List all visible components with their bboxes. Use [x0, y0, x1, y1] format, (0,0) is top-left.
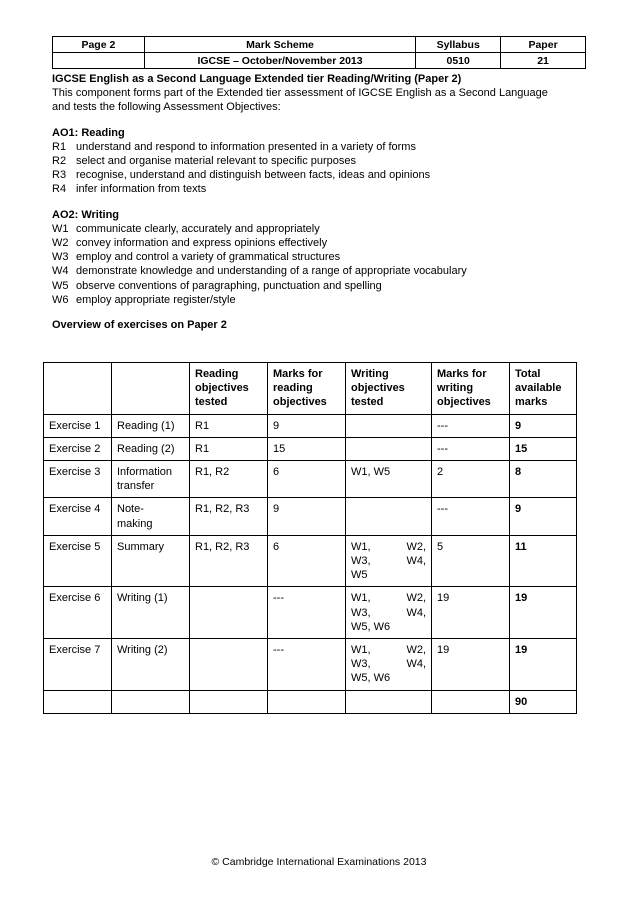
table-row: [44, 639, 577, 691]
header-marks-writing: [432, 363, 510, 415]
exercise-name-line: Note-: [117, 503, 144, 516]
exercise-cell: Exercise 1: [44, 414, 112, 437]
header-reading-objectives: [190, 363, 268, 415]
header-cell-empty: [44, 363, 112, 415]
objective-code: R1: [52, 140, 67, 153]
exercise-name-line: Writing (1): [117, 592, 168, 605]
writing-marks-cell: [432, 690, 510, 713]
total-marks-cell: 19: [510, 587, 577, 639]
writing-objectives-part: W1,: [351, 644, 371, 657]
objective-text: infer information from texts: [76, 183, 207, 196]
reading-objective: [52, 168, 592, 182]
total-marks-cell: 9: [510, 498, 577, 535]
exercise-cell: [44, 690, 112, 713]
writing-objectives-part: W4,: [406, 658, 426, 671]
writing-objectives-cell: [346, 639, 432, 691]
reading-marks-cell: 9: [268, 414, 346, 437]
writing-objectives-cell: [346, 535, 432, 587]
header-total-marks-line: available: [515, 382, 562, 395]
writing-objectives-part: W3,: [351, 555, 371, 568]
exercise-name-cell: [112, 461, 190, 498]
intro-title: IGCSE English as a Second Language Extended tier Reading/Writing (Paper 2): [52, 73, 462, 85]
total-marks-cell: 11: [510, 535, 577, 587]
writing-objective: [52, 264, 592, 278]
reading-objective: [52, 154, 592, 168]
objective-code: W6: [52, 293, 69, 306]
ao1-list: [52, 140, 592, 197]
header-writing-objectives-line: objectives: [351, 382, 405, 395]
writing-objectives-part: W4,: [406, 555, 426, 568]
reading-objective: [52, 182, 592, 196]
exercise-name-cell: [112, 690, 190, 713]
reading-objectives-cell: [190, 639, 268, 691]
overview-header-row: [44, 363, 577, 415]
writing-objectives-part: W3,: [351, 606, 371, 619]
writing-marks-cell: ---: [432, 437, 510, 460]
exercise-cell: Exercise 5: [44, 535, 112, 587]
exercise-name-cell: [112, 639, 190, 691]
writing-objectives-line: [351, 554, 426, 568]
exercise-name-line: Reading (1): [117, 419, 175, 432]
objective-text: understand and respond to information presented in a variety of forms: [76, 140, 416, 153]
reading-objectives-cell: [190, 587, 268, 639]
reading-objectives-cell: R1, R2, R3: [190, 498, 268, 535]
header-cell-empty: [112, 363, 190, 415]
writing-objectives-cell: [346, 437, 432, 460]
overview-title: Overview of exercises on Paper 2: [52, 319, 227, 332]
writing-objectives-cell: [346, 498, 432, 535]
objective-code: W1: [52, 222, 69, 235]
total-marks-cell: 90: [510, 690, 577, 713]
objective-text: communicate clearly, accurately and appropriately: [76, 222, 320, 235]
writing-objectives-part: W3,: [351, 658, 371, 671]
header-marks-reading-line: objectives: [273, 396, 327, 409]
table-row: [44, 535, 577, 587]
writing-objectives-cell: [346, 414, 432, 437]
header-marks-reading: [268, 363, 346, 415]
overview-table: [43, 362, 577, 714]
writing-objective: [52, 236, 592, 250]
exercise-name-line: Summary: [117, 540, 165, 553]
header-marks-writing-line: writing: [437, 382, 474, 395]
header-marks-reading-line: reading: [273, 382, 313, 395]
table-row: [44, 587, 577, 639]
table-row: [44, 498, 577, 535]
header-marks-writing-line: objectives: [437, 396, 491, 409]
header-marks-writing-line: Marks for: [437, 368, 487, 380]
header-empty-cell: [53, 53, 145, 69]
writing-objectives-line: [351, 540, 426, 554]
writing-objectives-line: [351, 606, 426, 620]
ao2-list: [52, 222, 592, 307]
header-reading-objectives-line: Reading: [195, 368, 239, 380]
header-paper: 21: [501, 53, 586, 69]
writing-objectives-part: W2,: [406, 592, 426, 605]
header-total-marks: [510, 363, 577, 415]
objective-text: recognise, understand and distinguish between facts, ideas and opinions: [76, 169, 431, 182]
objective-text: demonstrate knowledge and understanding of a range of appropriate vocabulary: [76, 265, 467, 278]
objective-text: observe conventions of paragraphing, punctuation and spelling: [76, 279, 382, 292]
reading-marks-cell: 15: [268, 437, 346, 460]
objective-code: W2: [52, 237, 69, 250]
writing-objectives-cell: [346, 587, 432, 639]
writing-marks-cell: 19: [432, 587, 510, 639]
reading-marks-cell: ---: [268, 587, 346, 639]
reading-objectives-cell: R1, R2, R3: [190, 535, 268, 587]
exercise-cell: Exercise 4: [44, 498, 112, 535]
header-page: Page 2: [53, 37, 145, 53]
header-syllabus: 0510: [416, 53, 501, 69]
table-row: [44, 461, 577, 498]
writing-objective: [52, 222, 592, 236]
header-total-marks-line: marks: [515, 396, 548, 409]
total-marks-cell: 15: [510, 437, 577, 460]
total-marks-cell: 9: [510, 414, 577, 437]
ao1-title: AO1: Reading: [52, 126, 125, 139]
reading-marks-cell: 6: [268, 461, 346, 498]
exercise-name-cell: [112, 498, 190, 535]
writing-marks-cell: 5: [432, 535, 510, 587]
total-marks-cell: 8: [510, 461, 577, 498]
footer-copyright: © Cambridge International Examinations 2013: [211, 856, 427, 868]
exercise-name-line: Information: [117, 466, 173, 479]
header-writing-objectives: [346, 363, 432, 415]
objective-text: employ and control a variety of grammatical structures: [76, 251, 341, 264]
header-reading-objectives-line: tested: [195, 396, 228, 409]
objective-text: employ appropriate register/style: [76, 293, 236, 306]
exercise-name-cell: [112, 587, 190, 639]
table-row: [44, 690, 577, 713]
writing-objectives-part: W2,: [406, 644, 426, 657]
writing-objectives-part: W2,: [406, 540, 426, 553]
exercise-cell: Exercise 7: [44, 639, 112, 691]
header-reading-objectives-line: objectives: [195, 382, 249, 395]
total-marks-cell: 19: [510, 639, 577, 691]
writing-objectives-part: W1,: [351, 540, 371, 553]
header-mark-scheme: Mark Scheme: [144, 37, 415, 53]
header-total-marks-line: Total: [515, 368, 541, 380]
reading-marks-cell: ---: [268, 639, 346, 691]
exercise-name-cell: [112, 414, 190, 437]
exercise-name-line: Writing (2): [117, 644, 168, 657]
objective-code: W4: [52, 265, 69, 278]
objective-code: W3: [52, 251, 69, 264]
reading-marks-cell: [268, 690, 346, 713]
reading-marks-cell: 6: [268, 535, 346, 587]
writing-objectives-cell: [346, 461, 432, 498]
writing-objectives-line: [351, 657, 426, 671]
writing-objectives-part: W1,: [351, 592, 371, 605]
exercise-cell: Exercise 6: [44, 587, 112, 639]
header-session: IGCSE – October/November 2013: [144, 53, 415, 69]
ao2-title: AO2: Writing: [52, 208, 120, 221]
header-writing-objectives-line: tested: [351, 396, 384, 409]
reading-objective: [52, 140, 592, 154]
writing-objectives-line: W1, W5: [351, 466, 391, 479]
writing-objectives-cell: [346, 690, 432, 713]
writing-marks-cell: 19: [432, 639, 510, 691]
writing-objectives-line: W5, W6: [351, 620, 391, 633]
writing-objective: [52, 279, 592, 293]
header-paper-label: Paper: [501, 37, 586, 53]
writing-objectives-line: [351, 643, 426, 657]
header-writing-objectives-line: Writing: [351, 368, 389, 380]
document-body: [52, 72, 592, 332]
exercise-cell: Exercise 2: [44, 437, 112, 460]
objective-text: select and organise material relevant to specific purposes: [76, 155, 357, 168]
exercise-name-cell: [112, 437, 190, 460]
exercise-cell: Exercise 3: [44, 461, 112, 498]
reading-marks-cell: 9: [268, 498, 346, 535]
exercise-name-line: Reading (2): [117, 442, 175, 455]
table-row: [44, 414, 577, 437]
reading-objectives-cell: R1: [190, 414, 268, 437]
exercise-name-cell: [112, 535, 190, 587]
writing-marks-cell: 2: [432, 461, 510, 498]
reading-objectives-cell: R1, R2: [190, 461, 268, 498]
objective-code: W5: [52, 279, 69, 292]
writing-objective: [52, 293, 592, 307]
writing-marks-cell: ---: [432, 414, 510, 437]
header-table: [52, 36, 586, 69]
writing-objectives-part: W4,: [406, 606, 426, 619]
reading-objectives-cell: R1: [190, 437, 268, 460]
writing-objectives-line: W5: [351, 569, 368, 582]
intro-line-1: This component forms part of the Extended tier assessment of IGCSE English as a Second Language: [52, 87, 548, 100]
objective-code: R2: [52, 155, 67, 168]
exercise-name-line: making: [117, 517, 153, 530]
reading-objectives-cell: [190, 690, 268, 713]
writing-objective: [52, 250, 592, 264]
header-syllabus-label: Syllabus: [416, 37, 501, 53]
writing-marks-cell: ---: [432, 498, 510, 535]
header-marks-reading-line: Marks for: [273, 368, 323, 380]
objective-code: R4: [52, 183, 67, 196]
intro-line-2: and tests the following Assessment Objectives:: [52, 101, 281, 114]
objective-code: R3: [52, 169, 67, 182]
writing-objectives-line: W5, W6: [351, 672, 391, 685]
objective-text: convey information and express opinions effectively: [76, 237, 328, 250]
exercise-name-line: transfer: [117, 480, 155, 493]
table-row: [44, 437, 577, 460]
writing-objectives-line: [351, 591, 426, 605]
